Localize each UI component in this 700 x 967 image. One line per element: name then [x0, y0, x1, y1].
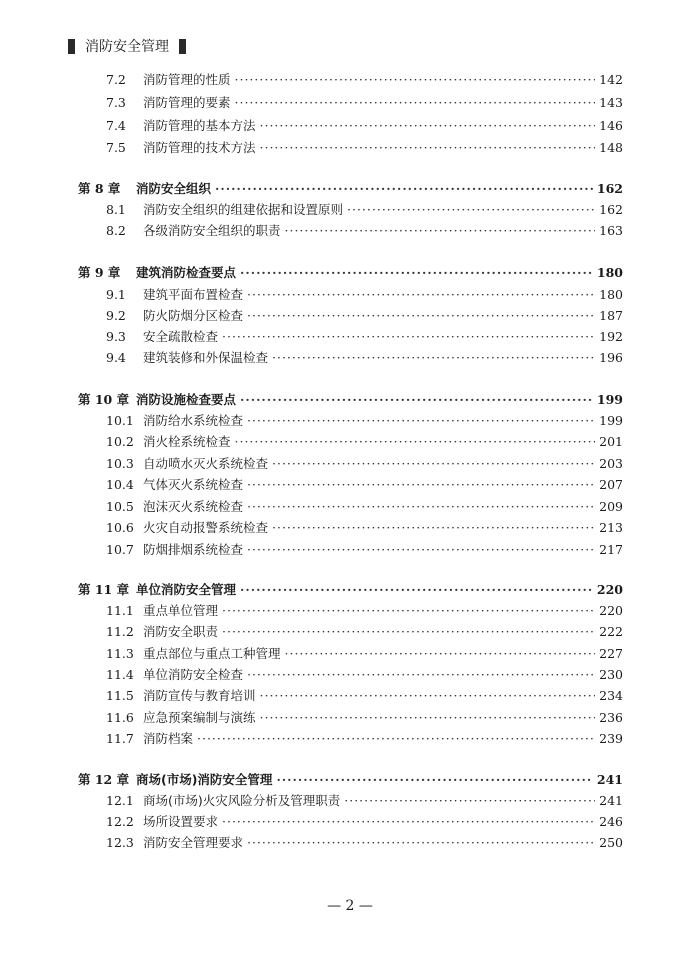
toc-number: 8.1: [106, 202, 126, 217]
toc-chapter-row[interactable]: [78, 390, 623, 410]
toc-page-number: 146: [599, 118, 623, 133]
toc-title: 消防安全组织: [136, 181, 212, 196]
toc-number: 10.1: [106, 413, 134, 428]
toc-number: 第 11 章: [78, 582, 130, 597]
toc-page-number: 236: [599, 710, 623, 725]
toc-leader-dots: [222, 812, 595, 832]
toc-page-number: 207: [599, 477, 623, 492]
toc-page-number: 201: [599, 434, 623, 449]
toc-number: 11.3: [106, 646, 134, 661]
toc-title: 单位消防安全检查: [143, 667, 244, 682]
toc-leader-dots: [222, 327, 595, 347]
toc-title: 防烟排烟系统检查: [143, 542, 244, 557]
toc-leader-dots: [260, 686, 596, 706]
toc-number: 12.3: [106, 835, 134, 850]
toc-number: 11.5: [106, 688, 134, 703]
toc-page-number: 227: [599, 646, 623, 661]
toc-title: 单位消防安全管理: [136, 582, 237, 597]
toc-title: 建筑消防检查要点: [136, 265, 237, 280]
toc-title: 气体灭火系统检查: [143, 477, 244, 492]
toc-leader-dots: [260, 116, 596, 136]
toc-leader-dots: [247, 306, 595, 326]
toc-section-row[interactable]: [106, 200, 623, 220]
toc-number: 9.4: [106, 350, 126, 365]
toc-title: 消防给水系统检查: [143, 413, 244, 428]
toc-section-row[interactable]: [106, 348, 623, 368]
toc-title: 消防管理的性质: [143, 72, 231, 87]
toc-page-number: 142: [599, 72, 623, 87]
toc-title: 防火防烟分区检查: [143, 308, 244, 323]
toc-page-number: 148: [599, 140, 623, 155]
toc-number: 7.3: [106, 95, 126, 110]
toc-leader-dots: [197, 729, 595, 749]
toc-title: 各级消防安全组织的职责: [143, 223, 281, 238]
toc-leader-dots: [260, 708, 596, 728]
toc-page-number: 239: [599, 731, 623, 746]
toc-number: 11.1: [106, 603, 134, 618]
toc-leader-dots: [222, 622, 595, 642]
toc-leader-dots: [240, 390, 593, 410]
toc-number: 11.2: [106, 624, 134, 639]
toc-number: 11.6: [106, 710, 134, 725]
toc-number: 9.2: [106, 308, 126, 323]
toc-page-number: 163: [599, 223, 623, 238]
toc-section-row[interactable]: [106, 708, 623, 728]
toc-number: 11.4: [106, 667, 134, 682]
toc-page-number: 220: [596, 582, 623, 597]
toc-number: 第 8 章: [78, 181, 121, 196]
toc-page-number: 162: [599, 202, 623, 217]
toc-section-row[interactable]: [106, 411, 623, 431]
toc-leader-dots: [235, 70, 596, 90]
toc-chapter-row[interactable]: [78, 770, 623, 790]
toc-title: 自动喷水灭火系统检查: [143, 456, 269, 471]
toc-title: 建筑平面布置检查: [143, 287, 244, 302]
toc-page-number: 241: [599, 793, 623, 808]
toc-number: 7.4: [106, 118, 126, 133]
toc-leader-dots: [247, 665, 595, 685]
toc-page-number: 180: [599, 287, 623, 302]
toc-section-row[interactable]: [106, 601, 623, 621]
toc-title: 重点部位与重点工种管理: [143, 646, 281, 661]
toc-leader-dots: [347, 200, 595, 220]
toc-title: 商场(市场)火灾风险分析及管理职责: [143, 793, 341, 808]
toc-section-row[interactable]: [106, 221, 623, 241]
toc-page-number: 217: [599, 542, 623, 557]
toc-title: 安全疏散检查: [143, 329, 219, 344]
toc-leader-dots: [247, 540, 595, 560]
toc-page-number: 213: [599, 520, 623, 535]
toc-number: 第 9 章: [78, 265, 121, 280]
toc-title: 商场(市场)消防安全管理: [136, 772, 273, 787]
toc-section-row[interactable]: [106, 812, 623, 832]
toc-number: 10.6: [106, 520, 134, 535]
toc-title: 消防管理的技术方法: [143, 140, 256, 155]
toc-leader-dots: [247, 285, 595, 305]
toc-page-number: 143: [599, 95, 623, 110]
toc-number: 10.3: [106, 456, 134, 471]
toc-page-number: 203: [599, 456, 623, 471]
toc-leader-dots: [235, 93, 596, 113]
toc-number: 10.4: [106, 477, 134, 492]
toc-page-number: 199: [599, 413, 623, 428]
toc-title: 消火栓系统检查: [143, 434, 231, 449]
toc-leader-dots: [247, 497, 595, 517]
toc-leader-dots: [240, 263, 593, 283]
toc-section-row[interactable]: [106, 540, 623, 560]
toc-number: 第 10 章: [78, 392, 130, 407]
toc-number: 7.5: [106, 140, 126, 155]
toc-leader-dots: [247, 475, 595, 495]
toc-title: 消防安全管理要求: [143, 835, 244, 850]
toc-number: 11.7: [106, 731, 134, 746]
toc-title: 消防安全组织的组建依据和设置原则: [143, 202, 344, 217]
page-number: — 2 —: [327, 898, 373, 914]
header-title: 消防安全管理: [85, 39, 169, 55]
toc-section-row[interactable]: [106, 729, 623, 749]
toc-title: 消防档案: [143, 731, 194, 746]
toc-page-number: 209: [599, 499, 623, 514]
header-bar-left: [68, 39, 75, 54]
toc-section-row[interactable]: [106, 70, 623, 90]
toc-number: 第 12 章: [78, 772, 130, 787]
toc-section-row[interactable]: [106, 93, 623, 113]
toc-number: 9.1: [106, 287, 126, 302]
toc-chapter-row[interactable]: [78, 580, 623, 600]
toc-leader-dots: [235, 432, 596, 452]
toc-title: 消防管理的基本方法: [143, 118, 256, 133]
toc-number: 10.2: [106, 434, 134, 449]
toc-section-row[interactable]: [106, 833, 623, 853]
toc-number: 10.7: [106, 542, 134, 557]
toc-chapter-row[interactable]: [78, 179, 623, 199]
toc-section-row[interactable]: [106, 518, 623, 538]
toc-leader-dots: [260, 138, 596, 158]
toc-leader-dots: [222, 601, 595, 621]
toc-leader-dots: [272, 348, 595, 368]
toc-section-row[interactable]: [106, 791, 623, 811]
toc-page-number: 192: [599, 329, 623, 344]
toc-section-row[interactable]: [106, 285, 623, 305]
toc-section-row[interactable]: [106, 116, 623, 136]
toc-title: 消防设施检查要点: [136, 392, 237, 407]
toc-title: 应急预案编制与演练: [143, 710, 256, 725]
running-header: [68, 36, 186, 56]
toc-page-number: 241: [596, 772, 623, 787]
toc-leader-dots: [285, 644, 596, 664]
toc-leader-dots: [272, 454, 595, 474]
toc-page-number: 234: [599, 688, 623, 703]
toc-section-row[interactable]: [106, 686, 623, 706]
toc-section-row[interactable]: [106, 327, 623, 347]
toc-section-row[interactable]: [106, 622, 623, 642]
toc-page-number: 250: [599, 835, 623, 850]
toc-page-number: 199: [596, 392, 623, 407]
toc-section-row[interactable]: [106, 454, 623, 474]
toc-title: 消防管理的要素: [143, 95, 231, 110]
header-bar-right: [179, 39, 186, 54]
toc-section-row[interactable]: [106, 432, 623, 452]
toc-leader-dots: [276, 770, 592, 790]
toc-section-row[interactable]: [106, 306, 623, 326]
toc-section-row[interactable]: [106, 475, 623, 495]
toc-page-number: 220: [599, 603, 623, 618]
toc-section-row[interactable]: [106, 497, 623, 517]
toc-title: 场所设置要求: [143, 814, 219, 829]
toc-page-number: 230: [599, 667, 623, 682]
toc-page-number: 187: [599, 308, 623, 323]
toc-page-number: 196: [599, 350, 623, 365]
toc-page-number: 180: [596, 265, 623, 280]
toc-leader-dots: [344, 791, 595, 811]
toc-title: 重点单位管理: [143, 603, 219, 618]
toc-leader-dots: [247, 411, 595, 431]
toc-number: 9.3: [106, 329, 126, 344]
toc-number: 12.1: [106, 793, 134, 808]
toc-section-row[interactable]: [106, 665, 623, 685]
toc-number: 7.2: [106, 72, 126, 87]
toc-title: 消防安全职责: [143, 624, 219, 639]
toc-number: 8.2: [106, 223, 126, 238]
toc-page-number: 222: [599, 624, 623, 639]
toc-chapter-row[interactable]: [78, 263, 623, 283]
toc-leader-dots: [272, 518, 595, 538]
toc-title: 建筑装修和外保温检查: [143, 350, 269, 365]
toc-section-row[interactable]: [106, 644, 623, 664]
toc-number: 10.5: [106, 499, 134, 514]
toc-number: 12.2: [106, 814, 134, 829]
toc-title: 消防宣传与教育培训: [143, 688, 256, 703]
toc-leader-dots: [285, 221, 596, 241]
toc-leader-dots: [215, 179, 593, 199]
toc-title: 火灾自动报警系统检查: [143, 520, 269, 535]
toc-leader-dots: [247, 833, 595, 853]
toc-page-number: 246: [599, 814, 623, 829]
toc-leader-dots: [240, 580, 593, 600]
toc-section-row[interactable]: [106, 138, 623, 158]
toc-title: 泡沫灭火系统检查: [143, 499, 244, 514]
toc-page-number: 162: [596, 181, 623, 196]
